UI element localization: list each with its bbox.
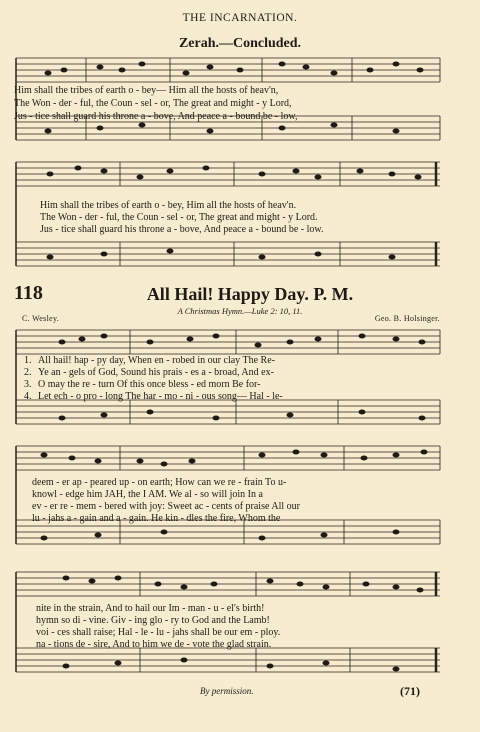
verse-line: nite in the strain, And to hail our Im - man - u - el's birth!	[36, 603, 265, 614]
verse-line: knowl - edge him JAH, the I AM. We al - so will join In a	[32, 489, 263, 500]
verse-line: na - tions de - sire, And to him we de - vote the glad strain.	[36, 639, 272, 650]
verse-line: voi - ces shall raise; Hal - le - lu - jahs shall be our em - ploy.	[36, 627, 281, 638]
verse-number: 1.	[24, 355, 32, 366]
permission-note: By permission.	[200, 686, 254, 696]
verse-line: lu - jahs a - gain and a - gain. He kin - dles the fire, Whom the	[32, 513, 281, 524]
hymn-author: C. Wesley.	[22, 314, 60, 323]
verse-text: All hail! hap - py day, When en - robed in our clay The Re-	[38, 355, 275, 366]
verse-text: Let ech - o pro - long The har - mo - ni - ous song— Hal - le-	[38, 391, 283, 402]
hymn-title: All Hail! Happy Day. P. M.	[146, 284, 354, 304]
verse-number: 4.	[24, 391, 32, 402]
hymn-subtitle: A Christmas Hymn.—Luke 2: 10, 11.	[177, 306, 303, 316]
page-header: THE INCARNATION.	[182, 12, 298, 24]
verse-line-3	[24, 380, 261, 390]
hymn-composer: Geo. B. Holsinger.	[374, 314, 440, 323]
tune-title: Zerah.—Concluded.	[178, 36, 302, 51]
page-number: (71)	[400, 684, 420, 698]
lyric-line: Jus - tice shall guard his throne a - bove, And peace a - bound be - low,	[14, 111, 298, 122]
verse-line: deem - er ap - peared up - on earth; How can we re - frain To u-	[32, 477, 287, 488]
verse-line-1	[24, 356, 275, 366]
hymn-number: 118	[14, 282, 43, 304]
verse-number: 3.	[24, 379, 32, 390]
lyric-line: The Won - der - ful, the Coun - sel - or, The great and might - y Lord,	[14, 98, 292, 109]
lyric-line: Him shall the tribes of earth o - bey, Him all the hosts of heav'n.	[40, 200, 297, 211]
lyric-line: Him shall the tribes of earth o - bey— Him all the hosts of heav'n,	[14, 85, 279, 96]
verse-line-2	[24, 368, 274, 378]
verse-line-4	[24, 392, 283, 402]
lyric-line: Jus - tice shall guard his throne a - bove, And peace a - bound be - low.	[40, 224, 324, 235]
verse-text: Ye an - gels of God, Sound his prais - es a - broad, And ex-	[38, 367, 274, 378]
verse-line: hymn so di - vine. Giv - ing glo - ry to God and the Lamb!	[36, 615, 270, 626]
verse-text: O may the re - turn Of this once bless - ed morn Be for-	[38, 379, 261, 390]
verse-number: 2.	[24, 367, 32, 378]
lyric-line: The Won - der - ful, the Coun - sel - or, The great and might - y Lord.	[40, 212, 318, 223]
verse-line: ev - er re - mem - bered with joy: Sweet ac - cents of praise All our	[32, 501, 300, 512]
